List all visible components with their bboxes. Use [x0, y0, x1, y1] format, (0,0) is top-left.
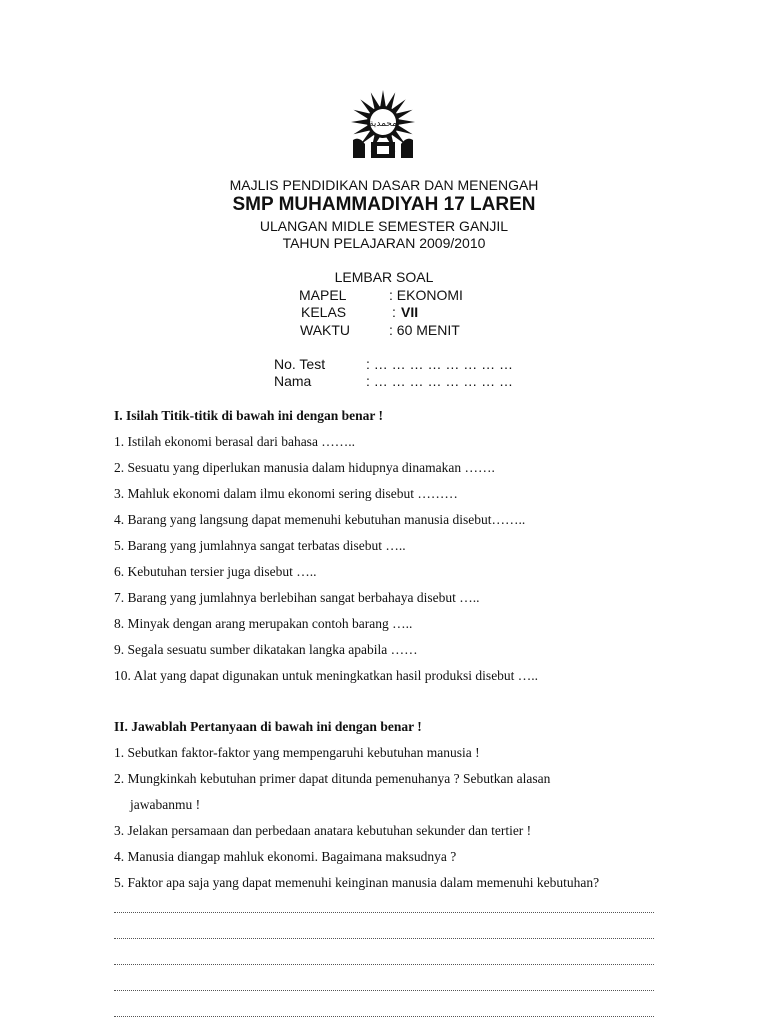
- field-label: MAPEL: [299, 287, 347, 303]
- academic-year: TAHUN PELAJARAN 2009/2010: [282, 235, 486, 251]
- question-item: 10. Alat yang dapat digunakan untuk meningkatkan hasil produksi disebut …..: [114, 668, 539, 683]
- question-item: 1. Istilah ekonomi berasal dari bahasa ……..: [114, 434, 356, 449]
- question-item: 8. Minyak dengan arang merupakan contoh barang …..: [114, 616, 413, 631]
- question-item: 6. Kebutuhan tersier juga disebut …..: [114, 564, 317, 579]
- answer-line: [114, 990, 654, 991]
- student-blank: : … … … … … … … …: [366, 373, 514, 389]
- logo-base: [353, 139, 413, 158]
- answer-line: [114, 964, 654, 965]
- question-item-continuation: jawabanmu !: [130, 797, 201, 812]
- field-value: VII: [401, 304, 419, 320]
- field-value: : 60 MENIT: [389, 322, 460, 338]
- section-2-heading: II. Jawablah Pertanyaan di bawah ini dengan benar !: [114, 719, 422, 734]
- question-item: 1. Sebutkan faktor-faktor yang mempengaruhi kebutuhan manusia !: [114, 745, 480, 760]
- field-label: WAKTU: [300, 322, 351, 338]
- question-item: 3. Jelakan persamaan dan perbedaan anatara kebutuhan sekunder dan tertier !: [114, 823, 532, 838]
- answer-line: [114, 912, 654, 913]
- question-item: 4. Manusia diangap mahluk ekonomi. Bagaimana maksudnya ?: [114, 849, 457, 864]
- answer-line: [114, 1016, 654, 1017]
- student-label: No. Test: [274, 356, 326, 372]
- sheet-title: LEMBAR SOAL: [334, 269, 434, 285]
- student-blank: : … … … … … … … …: [366, 356, 514, 372]
- field-colon: :: [392, 304, 396, 320]
- question-item: 5. Barang yang jumlahnya sangat terbatas disebut …..: [114, 538, 406, 553]
- section-1-heading: I. Isilah Titik-titik di bawah ini dengan benar !: [114, 408, 383, 423]
- student-label: Nama: [274, 373, 312, 389]
- question-item: 4. Barang yang langsung dapat memenuhi kebutuhan manusia disebut……..: [114, 512, 526, 527]
- field-value: : EKONOMI: [389, 287, 463, 303]
- exam-title: ULANGAN MIDLE SEMESTER GANJIL: [259, 218, 509, 234]
- field-label: KELAS: [301, 304, 347, 320]
- council-name: MAJLIS PENDIDIKAN DASAR DAN MENENGAH: [229, 177, 539, 193]
- question-item: 9. Segala sesuatu sumber dikatakan langka apabila ……: [114, 642, 418, 657]
- question-item: 2. Mungkinkah kebutuhan primer dapat ditunda pemenuhanya ? Sebutkan alasan: [114, 771, 551, 786]
- question-item: 7. Barang yang jumlahnya berlebihan sangat berbahaya disebut …..: [114, 590, 480, 605]
- answer-line: [114, 938, 654, 939]
- question-item: 3. Mahluk ekonomi dalam ilmu ekonomi sering disebut ………: [114, 486, 458, 501]
- question-item: 2. Sesuatu yang diperlukan manusia dalam hidupnya dinamakan …….: [114, 460, 495, 475]
- school-name: SMP MUHAMMADIYAH 17 LAREN: [232, 194, 536, 215]
- question-item: 5. Faktor apa saja yang dapat memenuhi keinginan manusia dalam memenuhi kebutuhan?: [114, 875, 600, 890]
- svg-text:محمدية: محمدية: [369, 119, 397, 129]
- muhammadiyah-logo: [349, 88, 417, 162]
